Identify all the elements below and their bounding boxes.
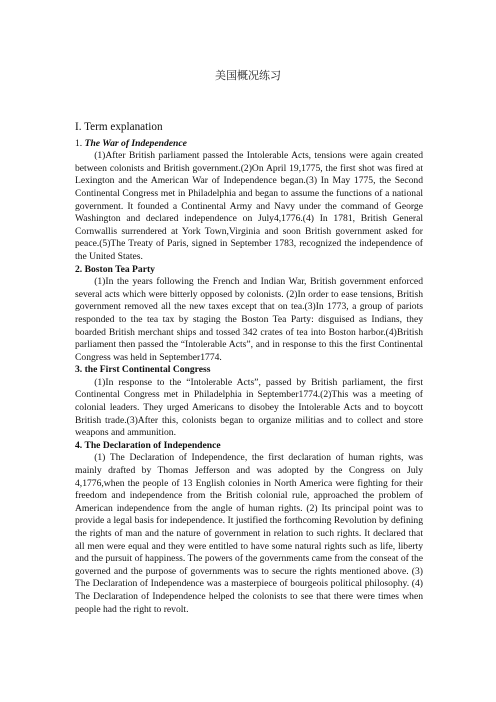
- term-body: (1) The Declaration of Independence, the first declaration of human rights, was mainly drafted by Thomas Jefferson and was adopted by the Congress on July 4,1776,when the people of 13 English colonies in North America were fighting for their freedom and independence from the British colonial rule, approached the problem of American independence from the angle of human rights. (2) Its principal point was to provide a legal basis for independence. It justified the forthcoming Revolution by defining the rights of man and the nature of government in relation to such rights. It declared that all men were equal and they were entitled to have some natural rights such as life, liberty and the pursuit of happiness. The powers of the governments came from the conseat of the governed and the purpose of governments was to secure the rights mentioned above. (3) The Declaration of Independence was a masterpiece of bourgeois political philosophy. (4) The Declaration of Independence helped the colonists to see that there were times when people had the right to revolt.: [75, 452, 423, 615]
- term-war-of-independence: [75, 138, 423, 264]
- term-boston-tea-party: [75, 264, 423, 365]
- term-body: (1)In the years following the French and Indian War, British government enforced several acts which were bitterly opposed by colonists. (2)In order to ease tensions, British government removed all the new taxes except that on tea.(3)In 1773, a group of pariots responded to the tea tax by staging the Boston Tea Party: disguised as Indians, they boarded British merchant ships and tossed 342 crates of tea into Boston harbor.(4)British parliament then passed the “Intolerable Acts”, and in response to this the first Continental Congress was held in September1774.: [75, 276, 423, 363]
- term-title: [75, 440, 423, 453]
- term-first-continental-congress: [75, 364, 423, 440]
- term-number: 2.: [75, 263, 83, 275]
- document-title: 美国概况练习: [215, 69, 281, 82]
- document-content: [75, 121, 423, 616]
- term-title: [75, 264, 423, 277]
- term-number: 4.: [75, 439, 83, 451]
- term-title-text: The War of Independence: [84, 137, 187, 149]
- term-body: (1)In response to the “Intolerable Acts”, passed by British parliament, the first Continental Congress met in Philadelphia in September1774.(2)This was a meeting of colonial leaders. They urged Americans to disobey the Intolerable Acts and to boycott British trade.(3)After this, colonists began to organize militias and to collect and store weapons and ammunition.: [75, 376, 423, 439]
- term-title: [75, 138, 423, 151]
- term-title-text: The Declaration of Independence: [84, 439, 221, 451]
- term-body: (1)After British parliament passed the Intolerable Acts, tensions were again created between colonists and British government.(2)On April 19,1775, the first shot was fired at Lexington and the American War of Independence began.(3) In May 1775, the Second Continental Congress met in Philadelphia and began to assume the functions of a national government. It founded a Continental Army and Navy under the command of George Washington and declared independence on July4,1776.(4) In 1781, British General Cornwallis surrendered at York Town,Virginia and soon British government asked for peace.(5)The Treaty of Paris, signed in September 1783, recognized the independence of the United States.: [75, 150, 423, 262]
- term-number: 1.: [75, 137, 83, 149]
- term-declaration-of-independence: [75, 440, 423, 616]
- term-title-text: the First Continental Congress: [84, 364, 211, 376]
- term-title: [75, 364, 423, 377]
- term-number: 3.: [75, 364, 83, 376]
- term-title-text: Boston Tea Party: [84, 263, 155, 275]
- section-heading: I. Term explanation: [75, 121, 163, 133]
